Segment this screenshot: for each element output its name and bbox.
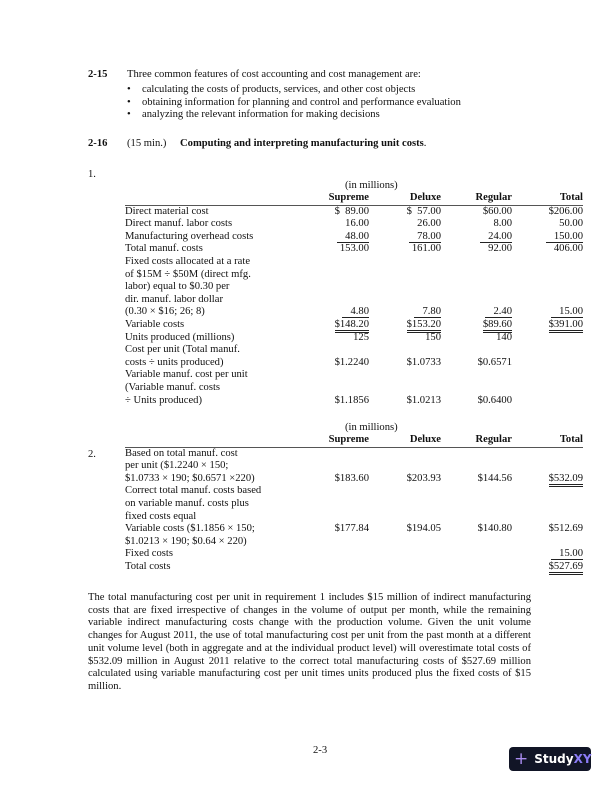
table-row: Variable costs ($1.1856 × 150; $177.84 $194.05 $140.80 $512.69 xyxy=(125,523,583,535)
table-row: Total manuf. costs 153.00 161.00 92.00 406.00 xyxy=(125,243,583,255)
table-row: $1.0733 × 190; $0.6571 ×220) $183.60 $203.93 $144.56 $532.09 xyxy=(125,473,583,486)
problem-number-2-16: 2-16 xyxy=(88,138,108,149)
brand-main: Study xyxy=(534,751,574,766)
list-item: • calculating the costs of products, services, and other cost objects xyxy=(127,84,461,97)
table-header-row xyxy=(125,434,583,447)
units-note-2: (in millions) xyxy=(345,422,398,433)
col-regular: Regular xyxy=(441,192,512,205)
problem-title-text: Computing and interpreting manufacturing unit costs xyxy=(180,138,424,149)
table-row: Direct material cost $ 89.00 $ 57.00 $60.00 $206.00 xyxy=(125,205,583,217)
table-row: Manufacturing overhead costs 48.00 78.00 24.00 150.00 xyxy=(125,230,583,242)
units-note-1: (in millions) xyxy=(345,180,398,191)
table-row: of $15M ÷ $50M (direct mfg. xyxy=(125,268,251,280)
table-row: Based on total manuf. cost xyxy=(125,447,238,459)
table-row: $1.0213 × 190; $0.64 × 220) xyxy=(125,535,247,547)
problem-title: Computing and interpreting manufacturing unit costs. xyxy=(180,138,427,149)
features-list xyxy=(127,84,461,122)
table-row: (0.30 × $16; 26; 8) 4.80 7.80 2.40 15.00 xyxy=(125,306,583,318)
brand-accent: XY xyxy=(573,751,592,766)
problem-time: (15 min.) xyxy=(127,138,167,149)
table-row: Correct total manuf. costs based xyxy=(125,485,262,497)
col-deluxe: Deluxe xyxy=(369,434,441,447)
table-row: Units produced (millions) 125 150 140 xyxy=(125,331,512,343)
table-header-row xyxy=(125,192,583,205)
cost-table-2 xyxy=(125,434,583,574)
table-row: fixed costs equal xyxy=(125,510,197,522)
table-row: Total costs $527.69 xyxy=(125,561,583,574)
table-row: on variable manuf. costs plus xyxy=(125,497,249,509)
col-regular: Regular xyxy=(441,434,512,447)
list-item: • obtaining information for planning and control and performance evaluation xyxy=(127,97,461,110)
table-row: Variable manuf. cost per unit xyxy=(125,369,248,381)
table-row: dir. manuf. labor dollar xyxy=(125,293,223,305)
table-row: ÷ Units produced) $1.1856 $1.0213 $0.6400 xyxy=(125,394,512,406)
col-supreme: Supreme xyxy=(282,434,369,447)
col-total: Total xyxy=(512,192,583,205)
explanation-paragraph: The total manufacturing cost per unit in requirement 1 includes $15 million of indirect manufacturing costs that are fixed irrespective of changes in the volume of output per month, while the remaining variable indirect manufacturing costs change with the production volume. Given the unit volume changes for August 2011, the use of total manufacturing cost per unit from the past month at a different unit volume level (both in aggregate and at the individual product level) will overestimate total costs of $532.09 million in August 2011 relative to the correct total manufacturing costs of $527.69 million calculated using variable manufacturing cost per unit times units produced plus the fixed costs of $15 million. xyxy=(88,592,531,692)
table-row: Fixed costs 15.00 xyxy=(125,548,583,560)
col-total: Total xyxy=(512,434,583,447)
table-row: (Variable manuf. costs xyxy=(125,381,221,393)
list-item: • analyzing the relevant information for making decisions xyxy=(127,109,461,122)
col-deluxe: Deluxe xyxy=(369,192,441,205)
page-number: 2-3 xyxy=(313,745,328,756)
cost-table-1 xyxy=(125,192,583,407)
table-row: Variable costs $148.20 $153.20 $89.60 $391.00 xyxy=(125,319,583,332)
part-2-label: 2. xyxy=(88,449,96,460)
problem-2-15-intro: Three common features of cost accounting and cost management are: xyxy=(127,69,421,80)
problem-number-2-15: 2-15 xyxy=(88,69,108,80)
plus-icon: + xyxy=(514,748,529,769)
table-row: labor) equal to $0.30 per xyxy=(125,281,230,293)
table-row: per unit ($1.2240 × 150; xyxy=(125,460,229,472)
studyxy-watermark[interactable] xyxy=(509,747,591,771)
table-row: Fixed costs allocated at a rate xyxy=(125,255,251,267)
table-row: costs ÷ units produced) $1.2240 $1.0733 $0.6571 xyxy=(125,356,512,368)
table-row: Cost per unit (Total manuf. xyxy=(125,344,240,356)
table-row: Direct manuf. labor costs 16.00 26.00 8.00 50.00 xyxy=(125,218,583,230)
part-1-label: 1. xyxy=(88,169,96,180)
col-supreme: Supreme xyxy=(282,192,369,205)
